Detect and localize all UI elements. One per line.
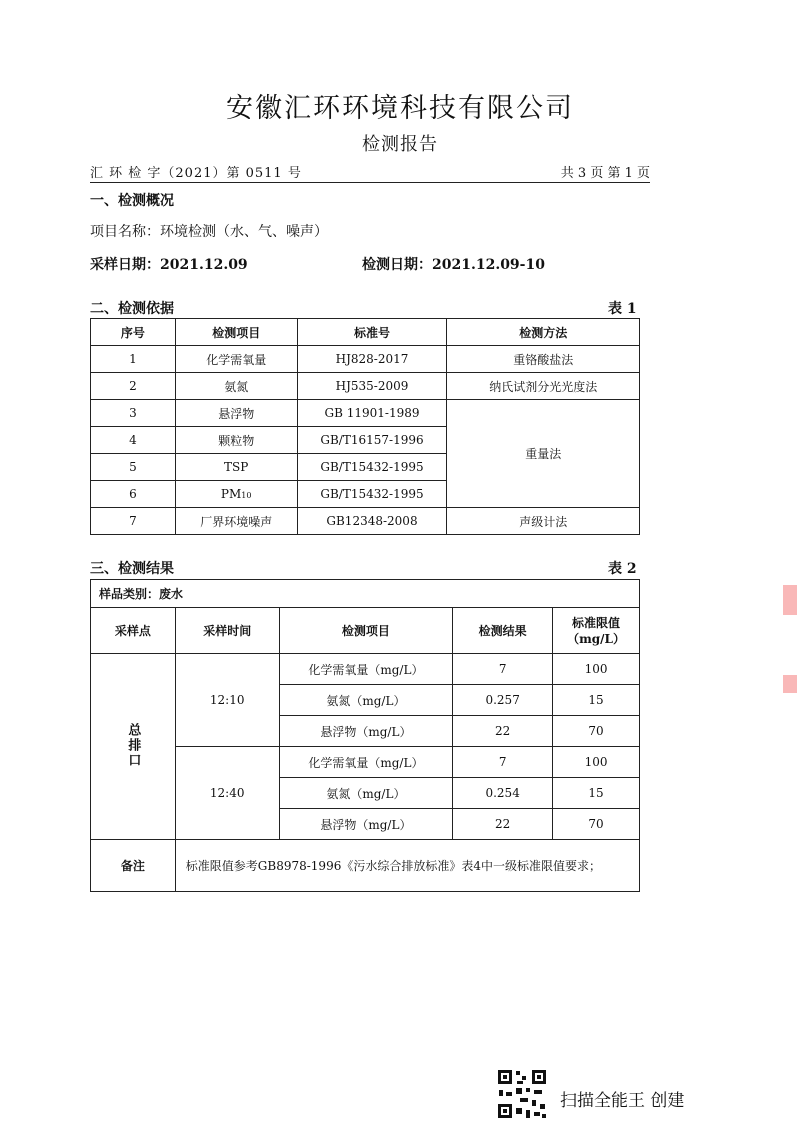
test-result: 22 xyxy=(453,716,553,747)
table-header-row xyxy=(91,608,640,654)
remark-row xyxy=(91,840,640,892)
standard-limit: 15 xyxy=(553,778,640,809)
test-item: 悬浮物（mg/L） xyxy=(279,716,453,747)
seal-mark xyxy=(783,585,797,615)
standard-limit: 100 xyxy=(553,654,640,685)
remark-label: 备注 xyxy=(91,840,176,892)
test-result: 7 xyxy=(453,747,553,778)
remark-text: 标准限值参考GB8978-1996《污水综合排放标准》表4中一级标准限值要求； xyxy=(175,840,639,892)
standard-limit: 70 xyxy=(553,809,640,840)
header-cell: 检测结果 xyxy=(453,608,553,654)
row-number: 7 xyxy=(91,508,176,535)
test-item: 氨氮（mg/L） xyxy=(279,685,453,716)
row-number: 5 xyxy=(91,454,176,481)
row-number: 6 xyxy=(91,481,176,508)
scanner-watermark: 扫描全能王 创建 xyxy=(560,1091,685,1111)
header-cell: 标准限值 （mg/L） xyxy=(553,608,640,654)
test-result: 7 xyxy=(453,654,553,685)
sampling-time: 12:10 xyxy=(175,654,279,747)
test-method: 重铬酸盐法 xyxy=(447,346,640,373)
standard-limit: 100 xyxy=(553,747,640,778)
header-cell: 检测项目 xyxy=(175,319,297,346)
test-item: 化学需氧量 xyxy=(175,346,297,373)
header-cell: 采样点 xyxy=(91,608,176,654)
test-date: 检测日期：2021.12.09-10 xyxy=(362,257,545,273)
section3-title: 三、检测结果 xyxy=(90,561,174,577)
header-cell: 检测项目 xyxy=(279,608,453,654)
table-row xyxy=(91,346,640,373)
sample-type: 样品类别：废水 xyxy=(91,580,640,608)
table-header-row xyxy=(91,319,640,346)
report-header-line xyxy=(90,162,650,183)
sample-date: 采样日期：2021.12.09 xyxy=(90,257,248,273)
qr-code-icon xyxy=(496,1068,548,1120)
table-row xyxy=(91,373,640,400)
pm-label: PM xyxy=(220,487,242,501)
section1-title: 一、检测概况 xyxy=(90,193,174,209)
sampling-location xyxy=(91,654,176,840)
table-row xyxy=(91,508,640,535)
test-item: 悬浮物（mg/L） xyxy=(279,809,453,840)
location-label: 总排口 xyxy=(125,722,141,768)
standard-limit: 15 xyxy=(553,685,640,716)
row-number: 1 xyxy=(91,346,176,373)
test-method: 声级计法 xyxy=(447,508,640,535)
page-count: 共 3 页 第 1 页 xyxy=(560,166,650,181)
test-item: 颗粒物 xyxy=(175,427,297,454)
standard-limit: 70 xyxy=(553,716,640,747)
standard-number: HJ828-2017 xyxy=(297,346,447,373)
report-number: 汇 环 检 字（2021）第 0511 号 xyxy=(90,166,302,181)
header-cell: 检测方法 xyxy=(447,319,640,346)
test-item: 悬浮物 xyxy=(175,400,297,427)
test-method: 纳氏试剂分光光度法 xyxy=(447,373,640,400)
row-number: 4 xyxy=(91,427,176,454)
test-item: 化学需氧量（mg/L） xyxy=(279,654,453,685)
seal-mark xyxy=(783,675,797,693)
project-name: 项目名称：环境检测（水、气、噪声） xyxy=(90,224,328,240)
test-item: TSP xyxy=(175,454,297,481)
standard-number: GB/T15432-1995 xyxy=(297,481,447,508)
results-table xyxy=(90,579,640,892)
test-item: 厂界环境噪声 xyxy=(175,508,297,535)
test-item: 氨氮 xyxy=(175,373,297,400)
report-title: 检测报告 xyxy=(362,134,438,155)
header-cell: 采样时间 xyxy=(175,608,279,654)
header-cell: 序号 xyxy=(91,319,176,346)
row-number: 2 xyxy=(91,373,176,400)
test-item: 化学需氧量（mg/L） xyxy=(279,747,453,778)
section2-title: 二、检测依据 xyxy=(90,301,174,317)
table-row xyxy=(91,654,640,685)
pm-subscript: 10 xyxy=(241,491,252,500)
standard-number: GB/T15432-1995 xyxy=(297,454,447,481)
sample-type-row xyxy=(91,580,640,608)
test-result: 22 xyxy=(453,809,553,840)
standards-table xyxy=(90,318,640,535)
test-item: 氨氮（mg/L） xyxy=(279,778,453,809)
standard-number: GB/T16157-1996 xyxy=(297,427,447,454)
company-name: 安徽汇环环境科技有限公司 xyxy=(226,93,574,124)
table2-label: 表 2 xyxy=(608,561,637,577)
test-result: 0.254 xyxy=(453,778,553,809)
standard-number: GB 11901-1989 xyxy=(297,400,447,427)
standard-number: HJ535-2009 xyxy=(297,373,447,400)
test-result: 0.257 xyxy=(453,685,553,716)
table1-label: 表 1 xyxy=(608,301,637,317)
header-cell: 标准号 xyxy=(297,319,447,346)
merged-test-method: 重量法 xyxy=(447,400,640,508)
standard-number: GB12348-2008 xyxy=(297,508,447,535)
sampling-time: 12:40 xyxy=(175,747,279,840)
test-item xyxy=(175,481,297,508)
table-row xyxy=(91,400,640,427)
row-number: 3 xyxy=(91,400,176,427)
